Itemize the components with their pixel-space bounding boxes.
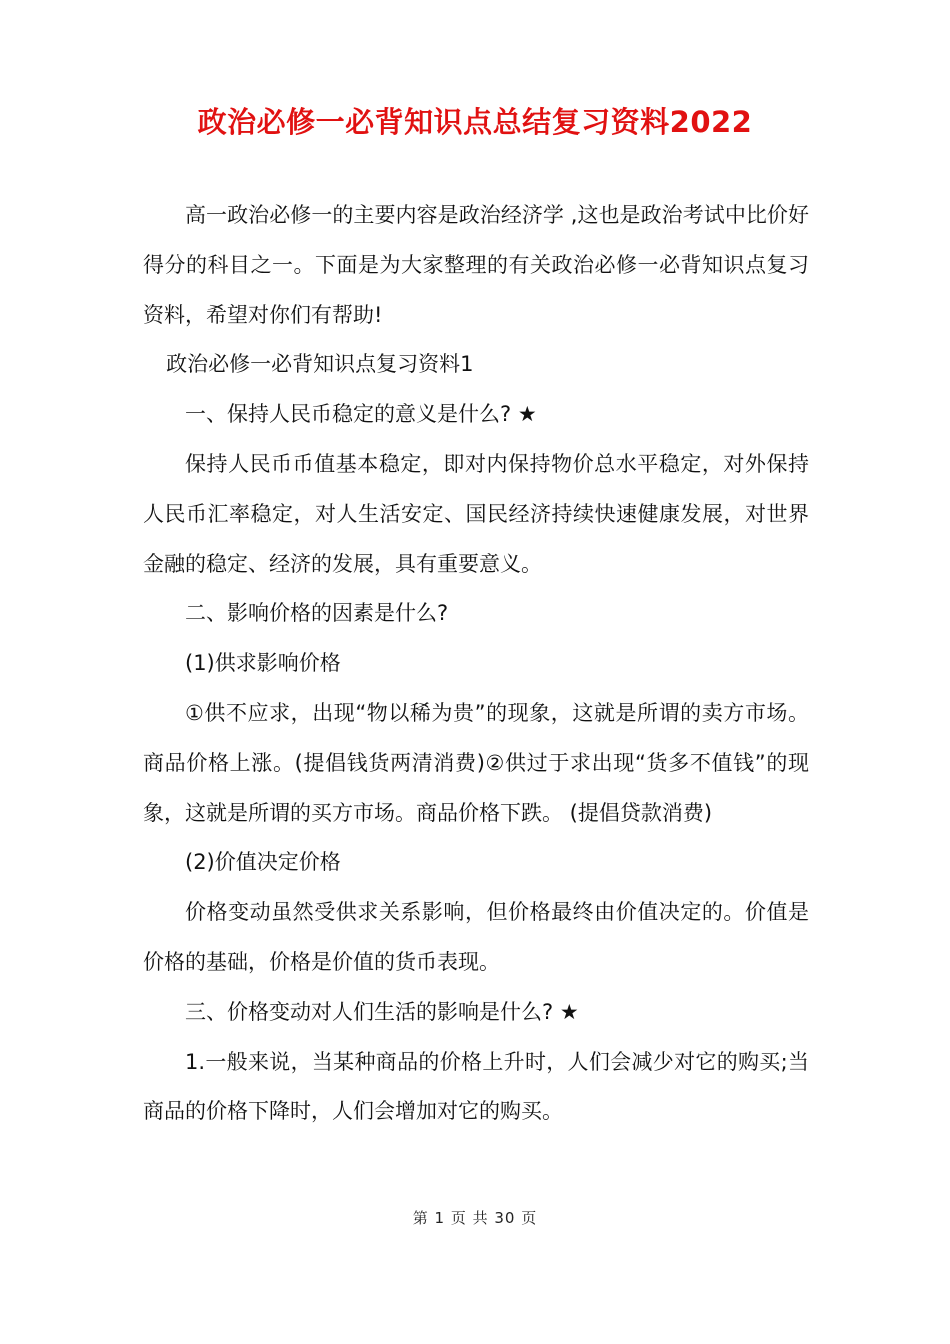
question-heading: 三、价格变动对人们生活的影响是什么? ★	[185, 999, 579, 1024]
body-paragraph: ①供不应求，出现“物以稀为贵”的现象，这就是所谓的卖方市场。商品价格上涨。(提倡钱货两清消费)②供过于求出现“货多不值钱”的现象，这就是所谓的买方市场。商品价格下跌。 (提倡贷款消费)	[143, 700, 809, 825]
page-footer: 第 1 页 共 30 页	[412, 1209, 538, 1227]
subheading: (1)供求影响价格	[185, 651, 341, 676]
document-body	[143, 191, 809, 1137]
document-title: 政治必修一必背知识点总结复习资料2022	[197, 105, 753, 139]
body-paragraph: 1.一般来说，当某种商品的价格上升时，人们会减少对它的购买;当商品的价格下降时，人们会增加对它的购买。	[143, 1049, 809, 1124]
question-heading: 二、影响价格的因素是什么?	[185, 601, 449, 626]
body-paragraph: 保持人民币币值基本稳定，即对内保持物价总水平稳定，对外保持人民币汇率稳定，对人生活安定、国民经济持续快速健康发展，对世界金融的稳定、经济的发展，具有重要意义。	[143, 451, 809, 576]
subheading: (2)价值决定价格	[185, 850, 341, 875]
section-heading: 政治必修一必背知识点复习资料1	[166, 352, 474, 377]
intro-paragraph: 高一政治必修一的主要内容是政治经济学 ,这也是政治考试中比价好得分的科目之一。下面是为大家整理的有关政治必修一必背知识点复习资料，希望对你们有帮助!	[143, 203, 809, 327]
body-paragraph: 价格变动虽然受供求关系影响，但价格最终由价值决定的。价值是价格的基础，价格是价值的货币表现。	[143, 900, 809, 974]
question-heading: 一、保持人民币稳定的意义是什么? ★	[185, 402, 537, 427]
